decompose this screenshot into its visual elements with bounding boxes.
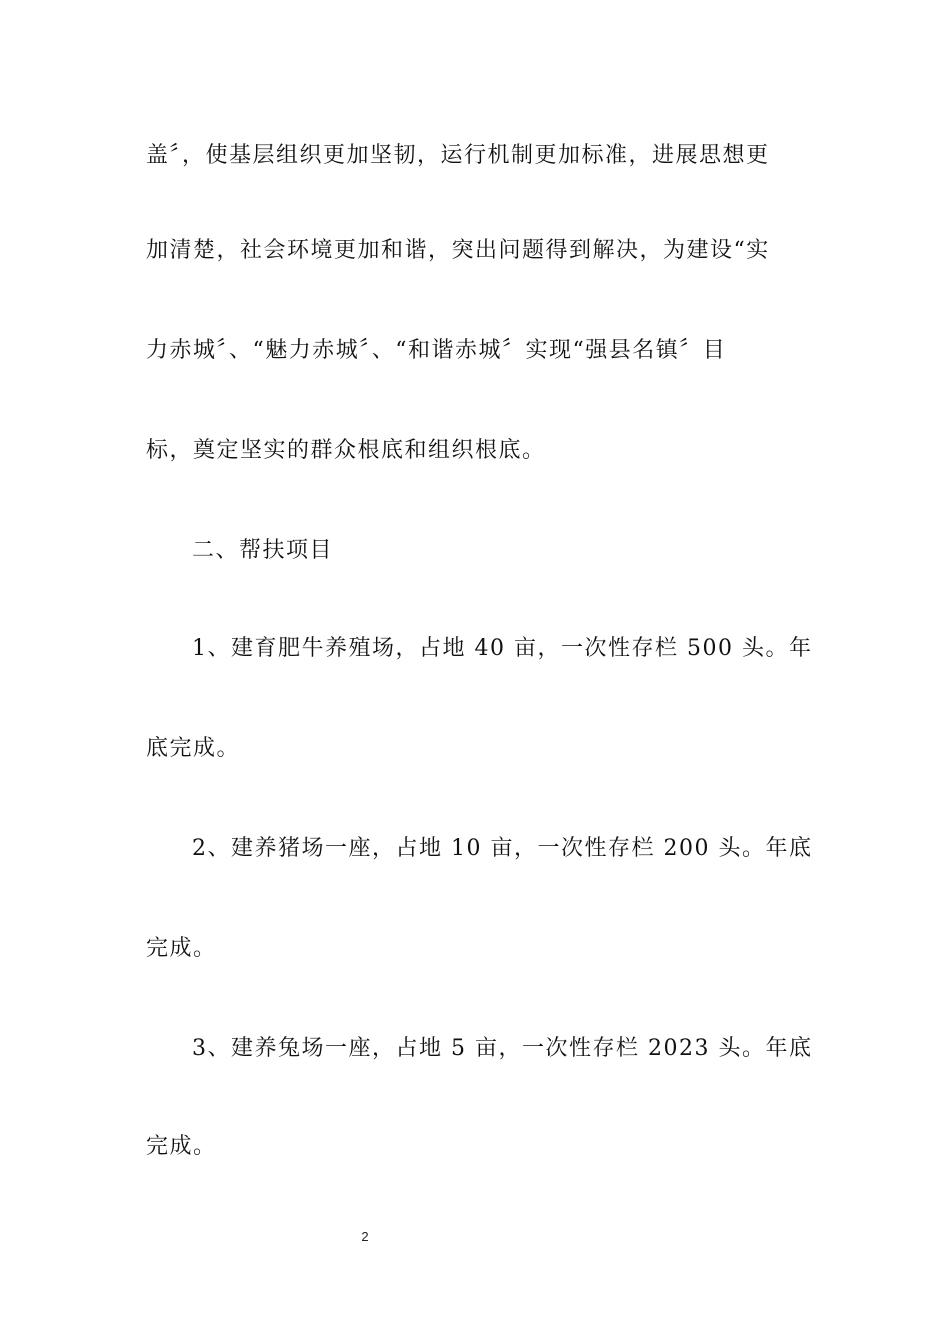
list-item-line: 完成。 [146, 936, 217, 961]
page-number: 2 [361, 1229, 369, 1244]
list-item-line: 底完成。 [146, 736, 241, 761]
list-item-line: 2、建养猪场一座，占地 10 亩，一次性存栏 200 头。年底 [192, 836, 813, 861]
paragraph-line: 标，奠定坚实的群众根底和组织根底。 [146, 438, 546, 463]
list-item-line: 3、建养兔场一座，占地 5 亩，一次性存栏 2023 头。年底 [192, 1036, 813, 1061]
paragraph-line: 加清楚，社会环境更加和谐，突出问题得到解决，为建设“实 [146, 238, 770, 263]
section-heading: 二、帮扶项目 [192, 538, 334, 563]
list-item-line: 1、建育肥牛养殖场，占地 40 亩，一次性存栏 500 头。年 [192, 636, 813, 661]
paragraph-line: 盖〞，使基层组织更加坚韧，运行机制更加标准，进展思想更 [146, 143, 770, 168]
paragraph-line: 力赤城〞、“魅力赤城〞、“和谐赤城〞实现“强县名镇〞目 [146, 338, 727, 363]
list-item-line: 完成。 [146, 1134, 217, 1159]
